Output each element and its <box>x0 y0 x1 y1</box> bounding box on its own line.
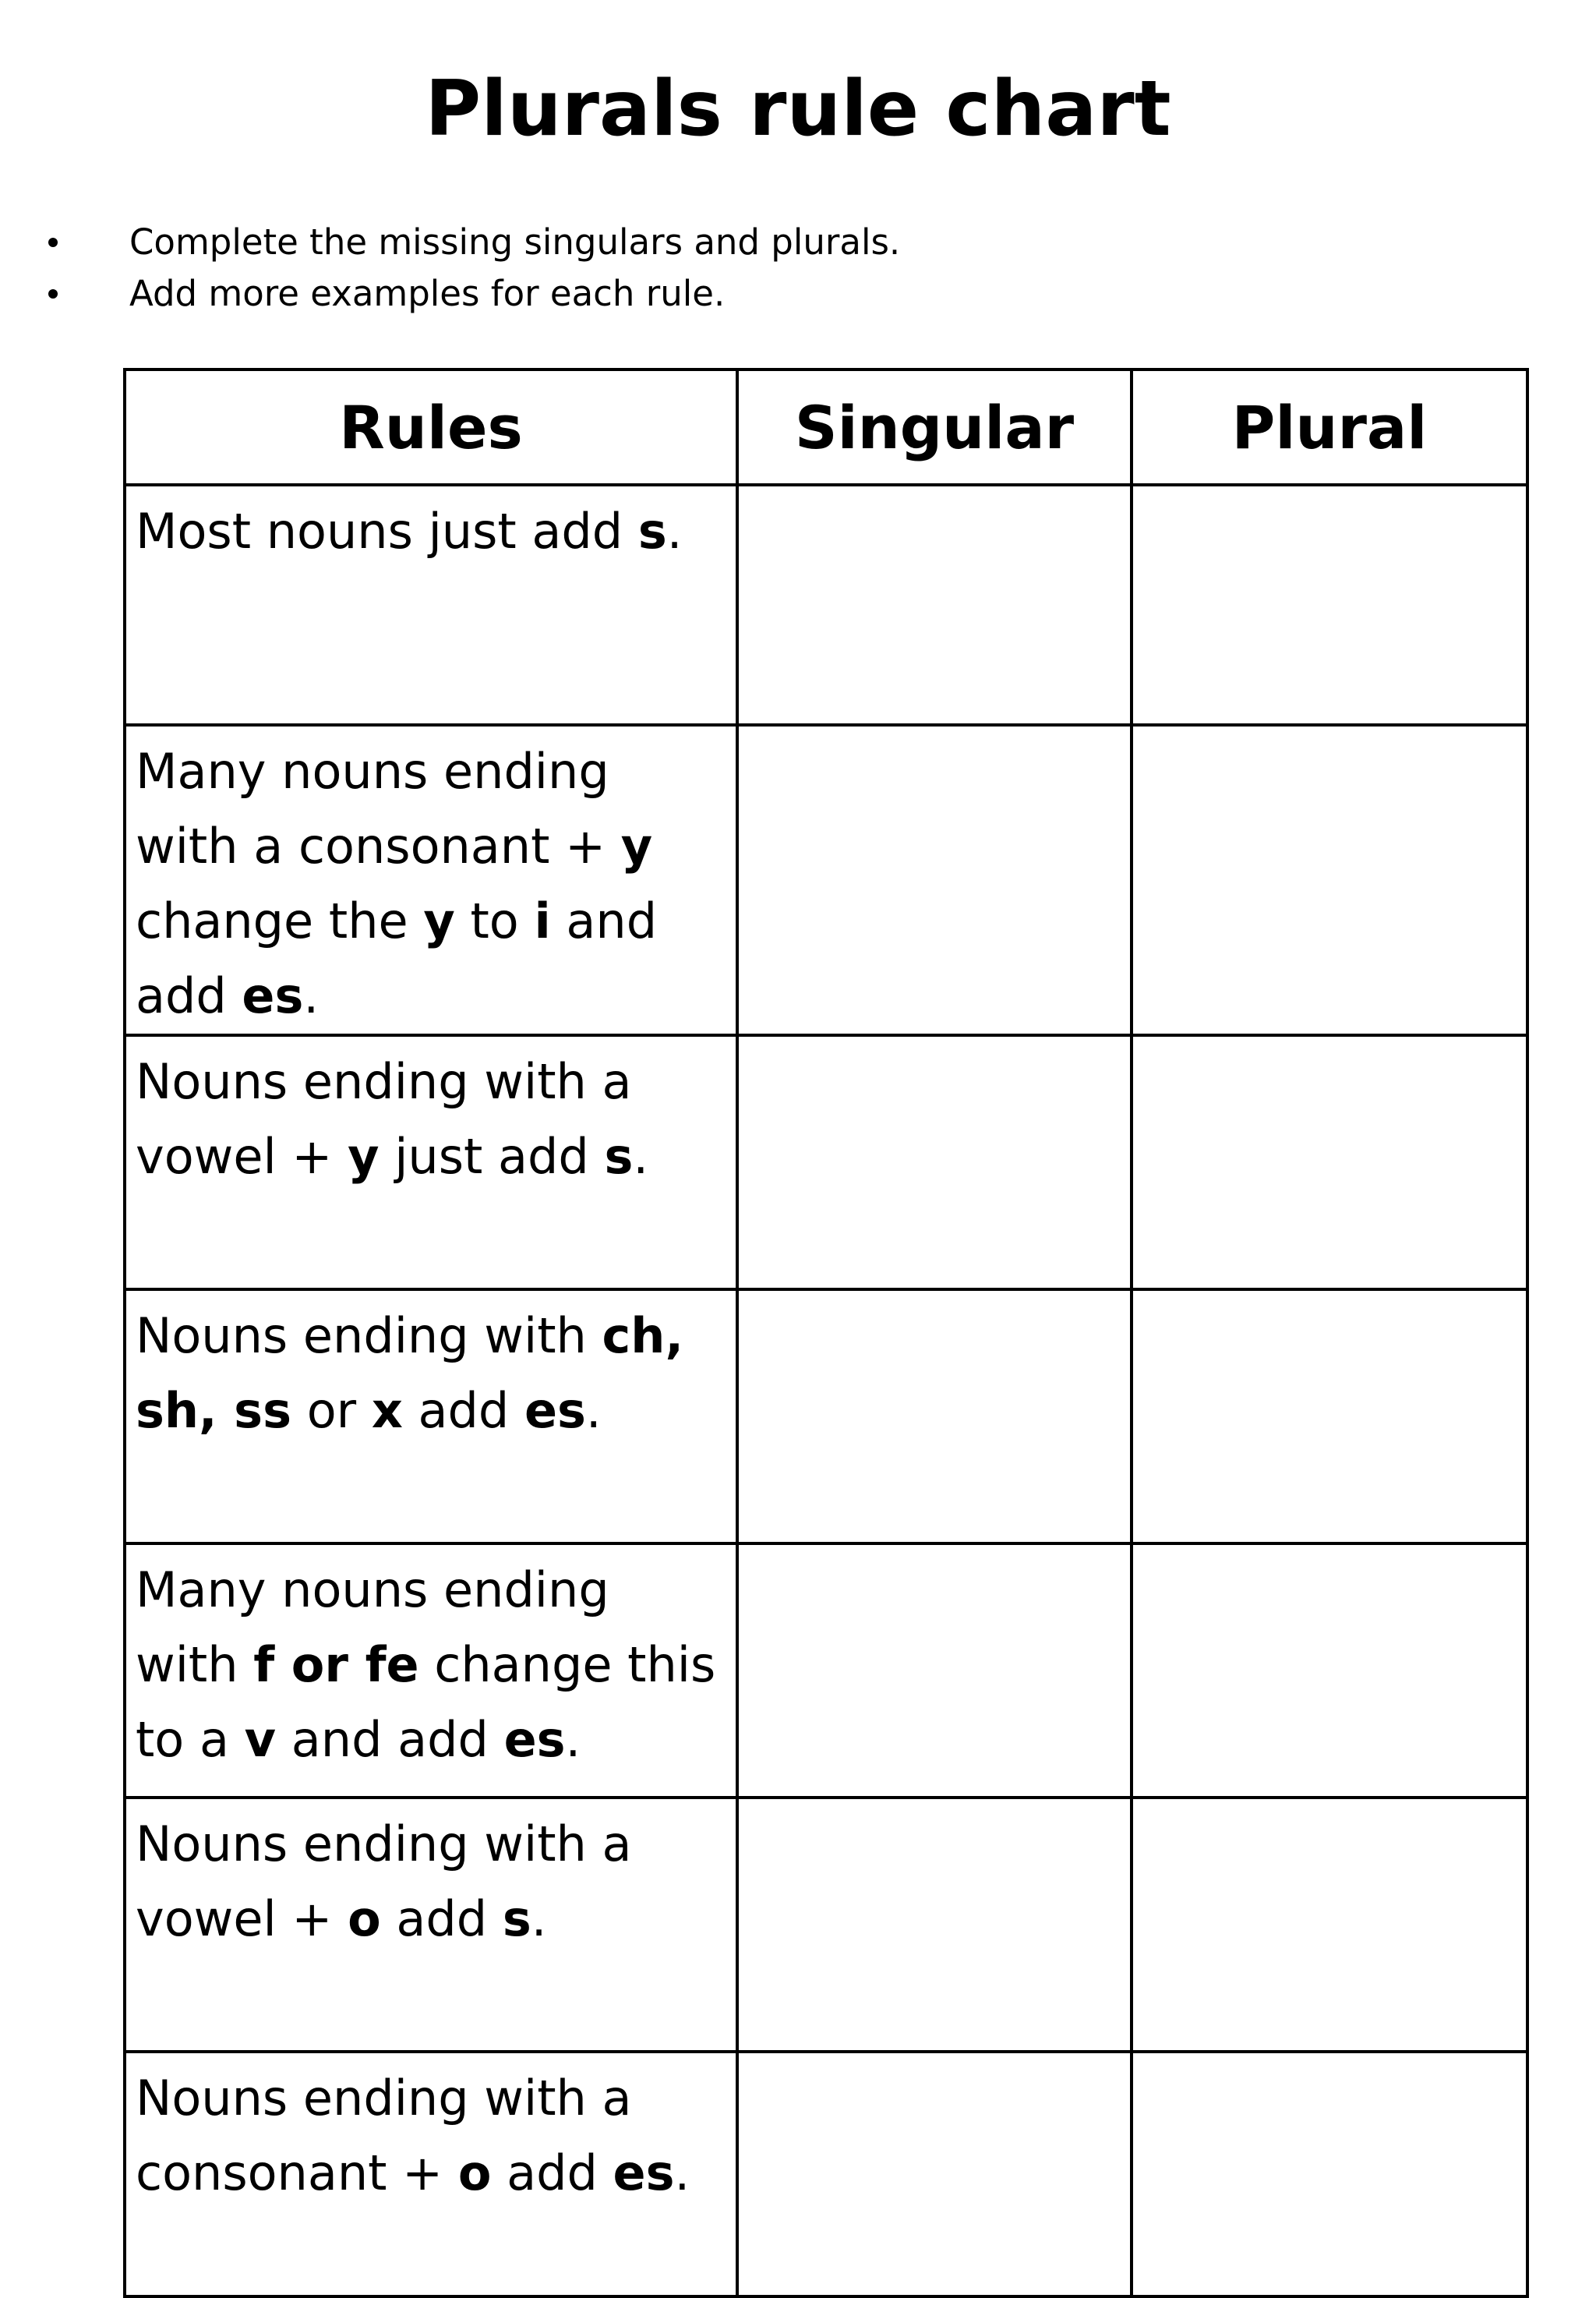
rule-text: . <box>633 1128 649 1185</box>
instructions-list <box>48 217 900 320</box>
rule-text: Nouns ending with a consonant + <box>136 2070 632 2201</box>
column-header-singular: Singular <box>737 369 1132 485</box>
rule-text-bold: x <box>371 1382 403 1439</box>
rule-text: change this to a <box>136 1636 716 1768</box>
rule-text: add <box>402 1382 524 1439</box>
instruction-text: Add more examples for each rule. <box>129 273 726 314</box>
plural-cell[interactable] <box>1132 485 1527 725</box>
table-row <box>125 725 1527 1035</box>
rule-cell <box>125 1035 737 1289</box>
rule-text: add <box>491 2144 613 2201</box>
rule-text-bold: y <box>423 893 455 949</box>
rule-text: Nouns ending with <box>136 1307 602 1364</box>
rule-cell <box>125 485 737 725</box>
rule-text: add <box>380 1890 503 1947</box>
rule-text: change the <box>136 893 424 949</box>
singular-cell[interactable] <box>737 1289 1132 1543</box>
rule-text: Most nouns just add <box>136 503 638 560</box>
rule-text: and add <box>276 1711 504 1768</box>
rule-text-bold: s <box>604 1128 634 1185</box>
singular-cell[interactable] <box>737 2052 1132 2296</box>
singular-cell[interactable] <box>737 725 1132 1035</box>
rule-text: Nouns ending with a vowel + <box>136 1053 632 1185</box>
singular-cell[interactable] <box>737 1035 1132 1289</box>
rule-text-bold: v <box>244 1711 277 1768</box>
rule-text: . <box>674 2144 690 2201</box>
rule-text-bold: f or fe <box>253 1636 419 1693</box>
rule-cell <box>125 1543 737 1798</box>
singular-cell[interactable] <box>737 1543 1132 1798</box>
rule-text: Many nouns ending with a consonant + <box>136 743 621 875</box>
table-row <box>125 1035 1527 1289</box>
page-title: Plurals rule chart <box>425 65 1171 154</box>
rule-text-bold: s <box>637 503 667 560</box>
table-row <box>125 1289 1527 1543</box>
plural-cell[interactable] <box>1132 1289 1527 1543</box>
rule-text-bold: y <box>348 1128 380 1185</box>
rule-text: . <box>666 503 683 560</box>
rule-cell <box>125 1798 737 2052</box>
plural-cell[interactable] <box>1132 725 1527 1035</box>
rule-text: Nouns ending with a vowel + <box>136 1815 632 1947</box>
table-row <box>125 1543 1527 1798</box>
rule-text-bold: es <box>242 967 304 1024</box>
rule-text: or <box>291 1382 372 1439</box>
bullet-icon <box>48 238 58 247</box>
rule-text-bold: ch, sh, ss <box>136 1307 683 1439</box>
table-header-row <box>125 369 1527 485</box>
plural-cell[interactable] <box>1132 1035 1527 1289</box>
rule-text-bold: s <box>502 1890 531 1947</box>
rule-text: Many nouns ending with <box>136 1561 609 1693</box>
singular-cell[interactable] <box>737 485 1132 725</box>
rule-text: . <box>565 1711 581 1768</box>
plurals-rule-table <box>123 368 1529 2298</box>
instruction-item <box>48 268 900 320</box>
rule-text: to <box>454 893 535 949</box>
singular-cell[interactable] <box>737 1798 1132 2052</box>
table-row <box>125 1798 1527 2052</box>
rule-text: just add <box>379 1128 605 1185</box>
column-header-plural: Plural <box>1132 369 1527 485</box>
plural-cell[interactable] <box>1132 1798 1527 2052</box>
table-row <box>125 2052 1527 2296</box>
rule-text-bold: es <box>524 1382 586 1439</box>
rule-text: . <box>303 967 320 1024</box>
plural-cell[interactable] <box>1132 1543 1527 1798</box>
rule-cell <box>125 2052 737 2296</box>
column-header-rules: Rules <box>125 369 737 485</box>
rule-text: . <box>585 1382 602 1439</box>
instruction-item <box>48 217 900 268</box>
table-row <box>125 485 1527 725</box>
rule-cell <box>125 1289 737 1543</box>
plural-cell[interactable] <box>1132 2052 1527 2296</box>
bullet-icon <box>48 289 58 299</box>
rule-text: and add <box>136 893 658 1024</box>
rule-text-bold: y <box>620 818 653 875</box>
rule-text-bold: o <box>457 2144 492 2201</box>
rule-text: . <box>531 1890 547 1947</box>
rule-text-bold: i <box>534 893 551 949</box>
rule-cell <box>125 725 737 1035</box>
rule-text-bold: o <box>348 1890 381 1947</box>
rule-text-bold: es <box>503 1711 566 1768</box>
instruction-text: Complete the missing singulars and plurals. <box>129 221 901 263</box>
rule-text-bold: es <box>613 2144 675 2201</box>
